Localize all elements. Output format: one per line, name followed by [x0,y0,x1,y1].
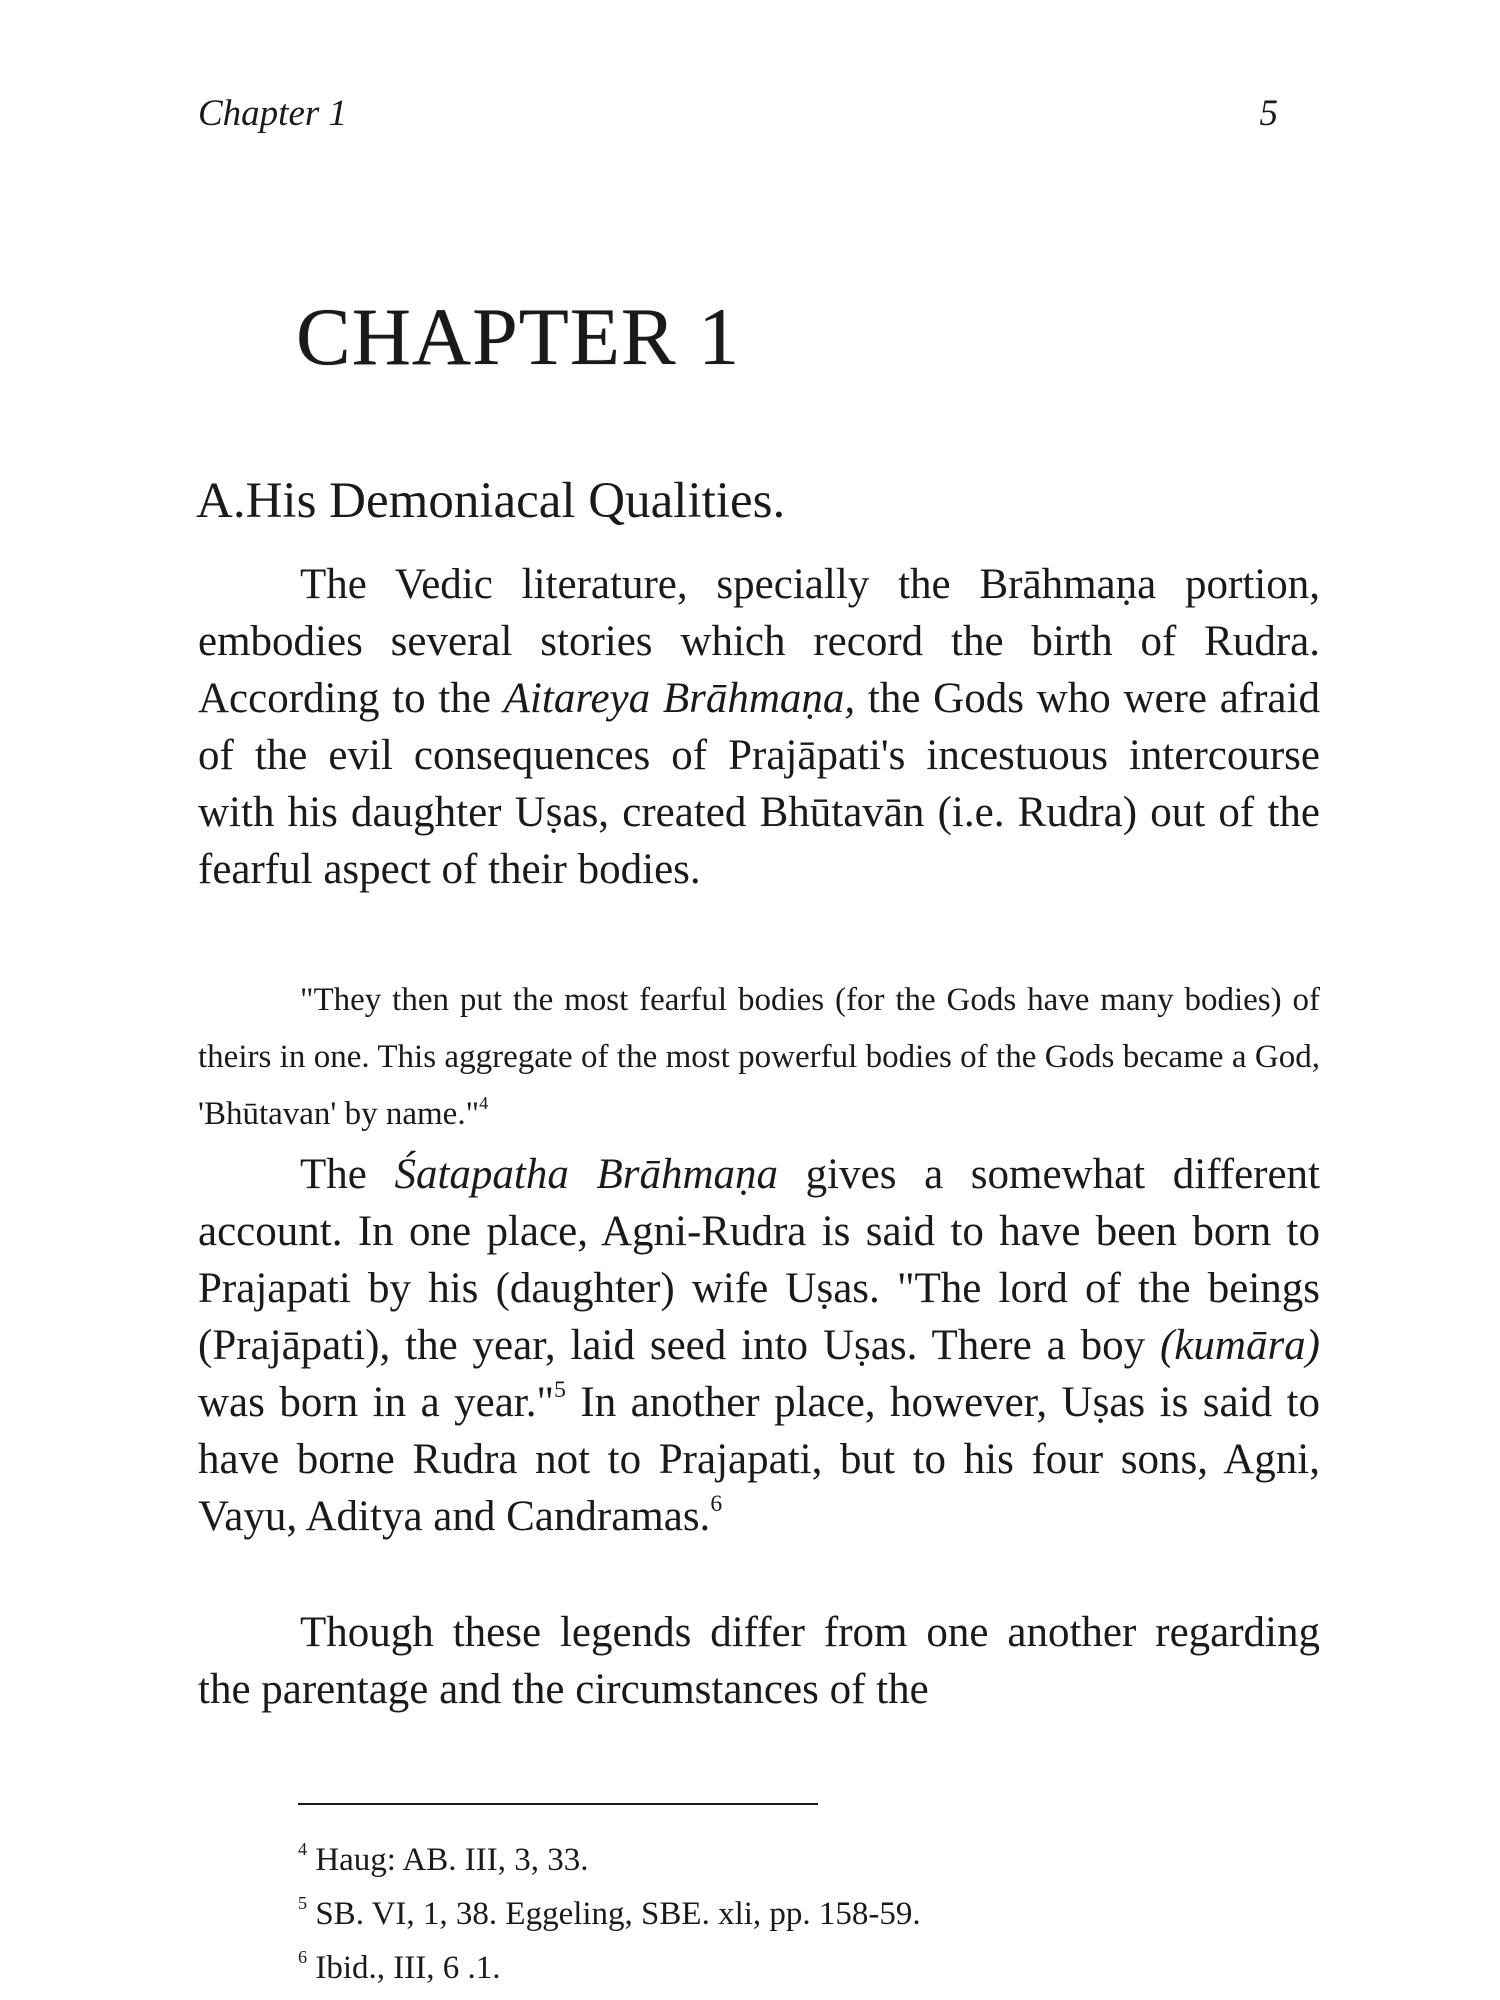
footnote-4 [298,1833,1198,1887]
footnote-5 [298,1887,1198,1941]
paragraph-2-text-a: The [300,1151,395,1198]
footnote-mark: 4 [298,1839,308,1860]
block-quote [198,972,1320,1143]
running-head [198,92,1278,142]
page-number: 5 [1259,93,1278,134]
paragraph-1-text-b: the Gods who were afraid of the evil consequences of Prajāpati's incestuous intercourse with his daughter Uṣas, created Bhūtavān (i.e. Rudra) out of the fearful aspect of their bodies. [198,675,1320,893]
footnote-ref-4: 4 [479,1093,489,1114]
paragraph-2-text-b: gives a somewhat different account. In one place, Agni-Rudra is said to have been born to Prajapati by his (daughter) wife Uṣas. "The lord of the beings (Prajāpati), the year, laid seed into Uṣas. There a boy [198,1151,1321,1369]
paragraph-2-italic-title: Śatapatha Brāhmaṇa [394,1151,779,1198]
paragraph-1-text-a: The Vedic literature, specially the Brāhmaṇa portion, embodies several stories which record the birth of Rudra. According to the [198,561,1320,722]
footnote-ref-5: 5 [554,1377,566,1404]
footnote-text: Ibid., III, 6 .1. [307,1950,501,1986]
running-head-chapter: Chapter 1 [198,93,348,134]
footnote-mark: 6 [298,1947,308,1968]
block-quote-text: "They then put the most fearful bodies (for the Gods have many bodies) of theirs in one. This aggregate of the most powerful bodies of the Gods became a God, 'Bhūtavan' by name." [198,982,1320,1132]
paragraph-1-italic-title: Aitareya Brāhmaṇa, [503,675,856,722]
paragraph-2-italic-term: (kumāra) [1159,1322,1320,1369]
section-heading: A.His Demoniacal Qualities. [196,473,786,529]
footnote-6 [298,1941,1198,1995]
footnotes [298,1833,1198,1995]
footnote-divider [298,1803,818,1805]
footnote-text: Haug: AB. III, 3, 33. [307,1842,589,1878]
paragraph-2 [198,1146,1320,1545]
footnote-mark: 5 [298,1893,308,1914]
chapter-title: CHAPTER 1 [296,291,741,382]
paragraph-1 [198,556,1320,898]
paragraph-2-text-d: In another place, however, Uṣas is said to have borne Rudra not to Prajapati, but to his four sons, Agni, Vayu, Aditya and Candramas. [198,1379,1320,1540]
footnote-ref-6: 6 [710,1491,723,1518]
footnote-text: SB. VI, 1, 38. Eggeling, SBE. xli, pp. 158-59. [307,1896,921,1932]
paragraph-3: Though these legends differ from one another regarding the parentage and the circumstances of the [198,1609,1320,1713]
paragraph-2-text-c: was born in a year." [198,1379,555,1426]
